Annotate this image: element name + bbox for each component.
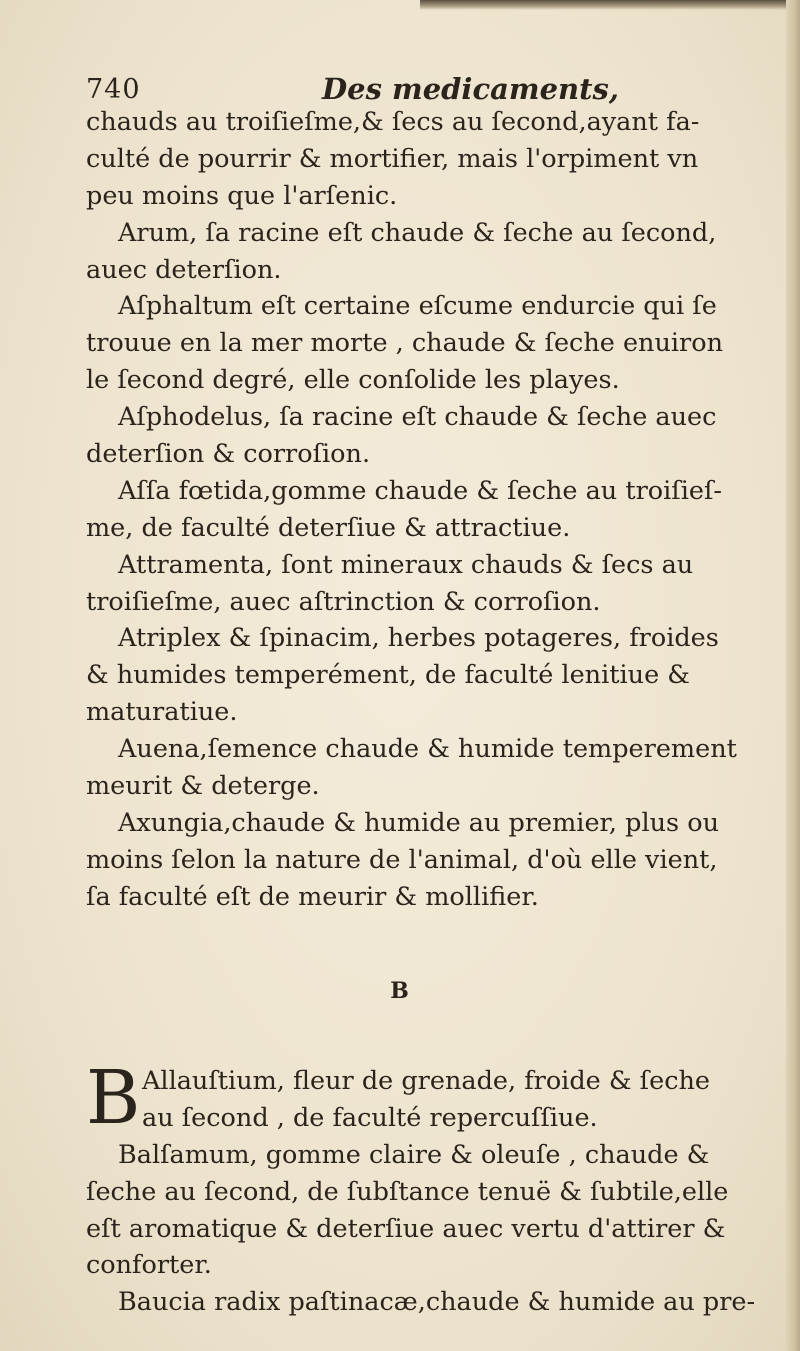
text-line: Allauſtium, fleur de grenade, froide & ſeche xyxy=(142,1066,710,1096)
text-line: ſeche au ſecond, de ſubſtance tenuë & ſubtile,elle xyxy=(86,1176,729,1207)
body-text-a xyxy=(86,104,776,916)
text-line: meurit & deterge. xyxy=(86,771,320,802)
text-line: Atriplex & ſpinacim, herbes potageres, froides xyxy=(118,623,719,654)
text-line: chauds au troiſieſme,& ſecs au ſecond,ayant fa- xyxy=(86,107,700,137)
text-line: Aſſa fœtida,gomme chaude & ſeche au troiſieſ- xyxy=(118,475,723,506)
page-number: 740 xyxy=(86,74,141,105)
text-line: moins ſelon la nature de l'animal, d'où elle vient, xyxy=(86,844,718,875)
body-text-b-lines xyxy=(86,1137,776,1321)
text-line: deterſion & corroſion. xyxy=(86,439,371,470)
text-line: peu moins que l'arſenic. xyxy=(86,180,398,211)
text-line: Balſamum, gomme claire & oleuſe , chaude & xyxy=(118,1139,710,1170)
text-line: troiſieſme, auec aſtrinction & corroſion. xyxy=(86,586,601,617)
text-line: au ſecond , de faculté repercuſſiue. xyxy=(142,1102,598,1133)
text-line: Aſphaltum eſt certaine eſcume endurcie qui ſe xyxy=(118,291,717,322)
page-right-edge xyxy=(786,0,800,1351)
text-line: eſt aromatique & deterſiue auec vertu d'attirer & xyxy=(86,1213,726,1244)
body-text-b xyxy=(86,1055,776,1321)
text-line: Attramenta, ſont mineraux chauds & ſecs au xyxy=(118,549,694,580)
text-line: ſa faculté eſt de meurir & mollifier. xyxy=(86,881,539,912)
text-line: maturatiue. xyxy=(86,697,238,728)
text-line: conforter. xyxy=(86,1250,212,1281)
text-line: trouue en la mer morte , chaude & ſeche enuiron xyxy=(86,328,724,359)
text-line: & humides temperément, de faculté lenitiue & xyxy=(86,660,690,691)
drop-cap: B xyxy=(86,1055,141,1141)
text-line: culté de pourrir & mortifier, mais l'orpiment vn xyxy=(86,143,699,174)
section-heading-b: B xyxy=(390,978,410,1004)
text-line: Axungia,chaude & humide au premier, plus ou xyxy=(118,807,720,838)
running-title: Des medicaments, xyxy=(322,72,619,106)
text-line: auec deterſion. xyxy=(86,254,282,285)
text-line: Arum, ſa racine eſt chaude & ſeche au ſecond, xyxy=(118,217,717,248)
text-line: Auena,ſemence chaude & humide temperement xyxy=(118,734,737,765)
text-line: Baucia radix paſtinacæ,chaude & humide au pre- xyxy=(118,1287,756,1318)
drop-cap-paragraph xyxy=(86,1055,776,1141)
text-line: le ſecond degré, elle conſolide les playes. xyxy=(86,365,620,396)
page-top-shadow xyxy=(420,0,800,10)
text-line: me, de faculté deterſiue & attractiue. xyxy=(86,512,571,543)
text-line: Aſphodelus, ſa racine eſt chaude & ſeche auec xyxy=(118,402,717,433)
